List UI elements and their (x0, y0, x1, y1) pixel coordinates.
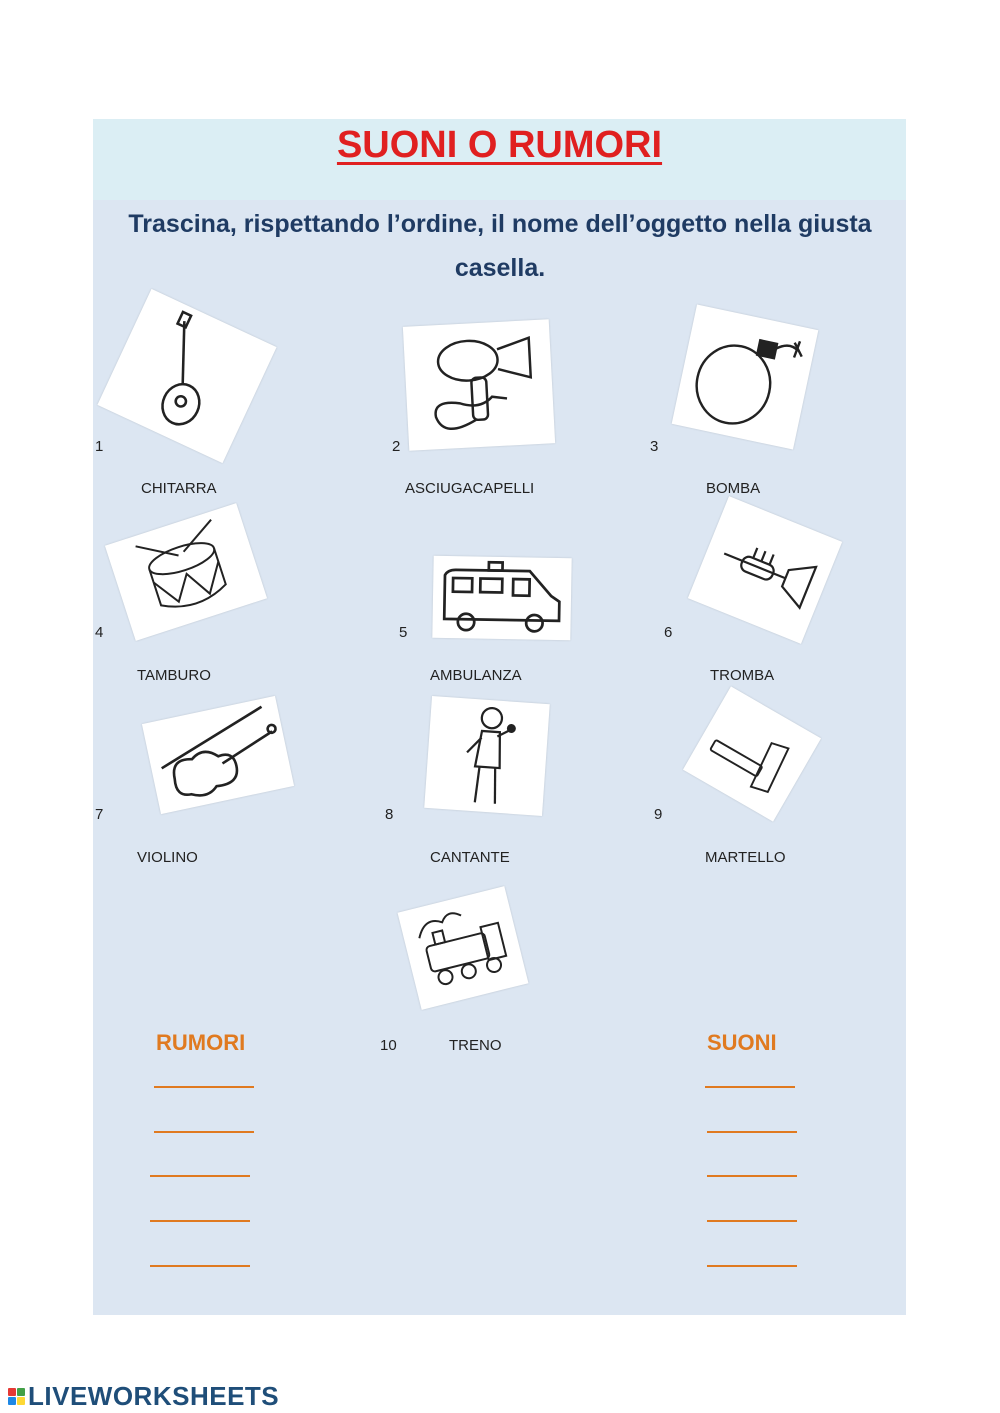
suoni-heading: SUONI (707, 1030, 777, 1055)
rumori-answer-slot[interactable] (154, 1131, 254, 1133)
rumori-answer-slot[interactable] (154, 1086, 254, 1088)
item-number: 10 (380, 1037, 397, 1054)
rumori-answer-slot[interactable] (150, 1220, 250, 1222)
rumori-heading: RUMORI (156, 1030, 246, 1055)
worksheet-title: SUONI O RUMORI (336, 124, 663, 166)
item-number: 9 (654, 806, 663, 823)
suoni-answer-slot[interactable] (707, 1265, 797, 1267)
item-number: 3 (650, 438, 659, 455)
item-number: 4 (95, 624, 104, 641)
item-number: 8 (385, 806, 394, 823)
item-number: 6 (664, 624, 673, 641)
item-number: 7 (95, 806, 104, 823)
item-label: TAMBURO (137, 667, 211, 684)
item-label: VIOLINO (137, 849, 198, 866)
logo-text: LIVEWORKSHEETS (28, 1380, 280, 1411)
item-number: 2 (392, 438, 401, 455)
instruction-text: Trascina, rispettando l’ordine, il nome dell’oggetto nella giusta casella. (128, 210, 872, 282)
suoni-answer-slot[interactable] (707, 1175, 797, 1177)
item-label: TRENO (449, 1037, 502, 1054)
rumori-answer-slot[interactable] (150, 1175, 250, 1177)
suoni-answer-slot[interactable] (705, 1086, 795, 1088)
bomb-image (672, 304, 819, 449)
item-label: ASCIUGACAPELLI (405, 480, 535, 497)
rumori-answer-slot[interactable] (150, 1265, 250, 1267)
item-label: CHITARRA (141, 480, 217, 497)
hair-dryer-image (403, 319, 555, 450)
suoni-answer-slot[interactable] (707, 1131, 797, 1133)
ambulance-image (432, 556, 571, 640)
item-label: CANTANTE (430, 849, 510, 866)
item-label: AMBULANZA (430, 667, 522, 684)
suoni-answer-slot[interactable] (707, 1220, 797, 1222)
item-label: BOMBA (706, 480, 761, 497)
item-label: MARTELLO (705, 849, 786, 866)
item-number: 1 (95, 438, 104, 455)
liveworksheets-logo (8, 1380, 279, 1412)
item-label: TROMBA (710, 667, 775, 684)
logo-icon (8, 1388, 25, 1405)
singer-image (424, 696, 550, 816)
item-number: 5 (399, 624, 408, 641)
